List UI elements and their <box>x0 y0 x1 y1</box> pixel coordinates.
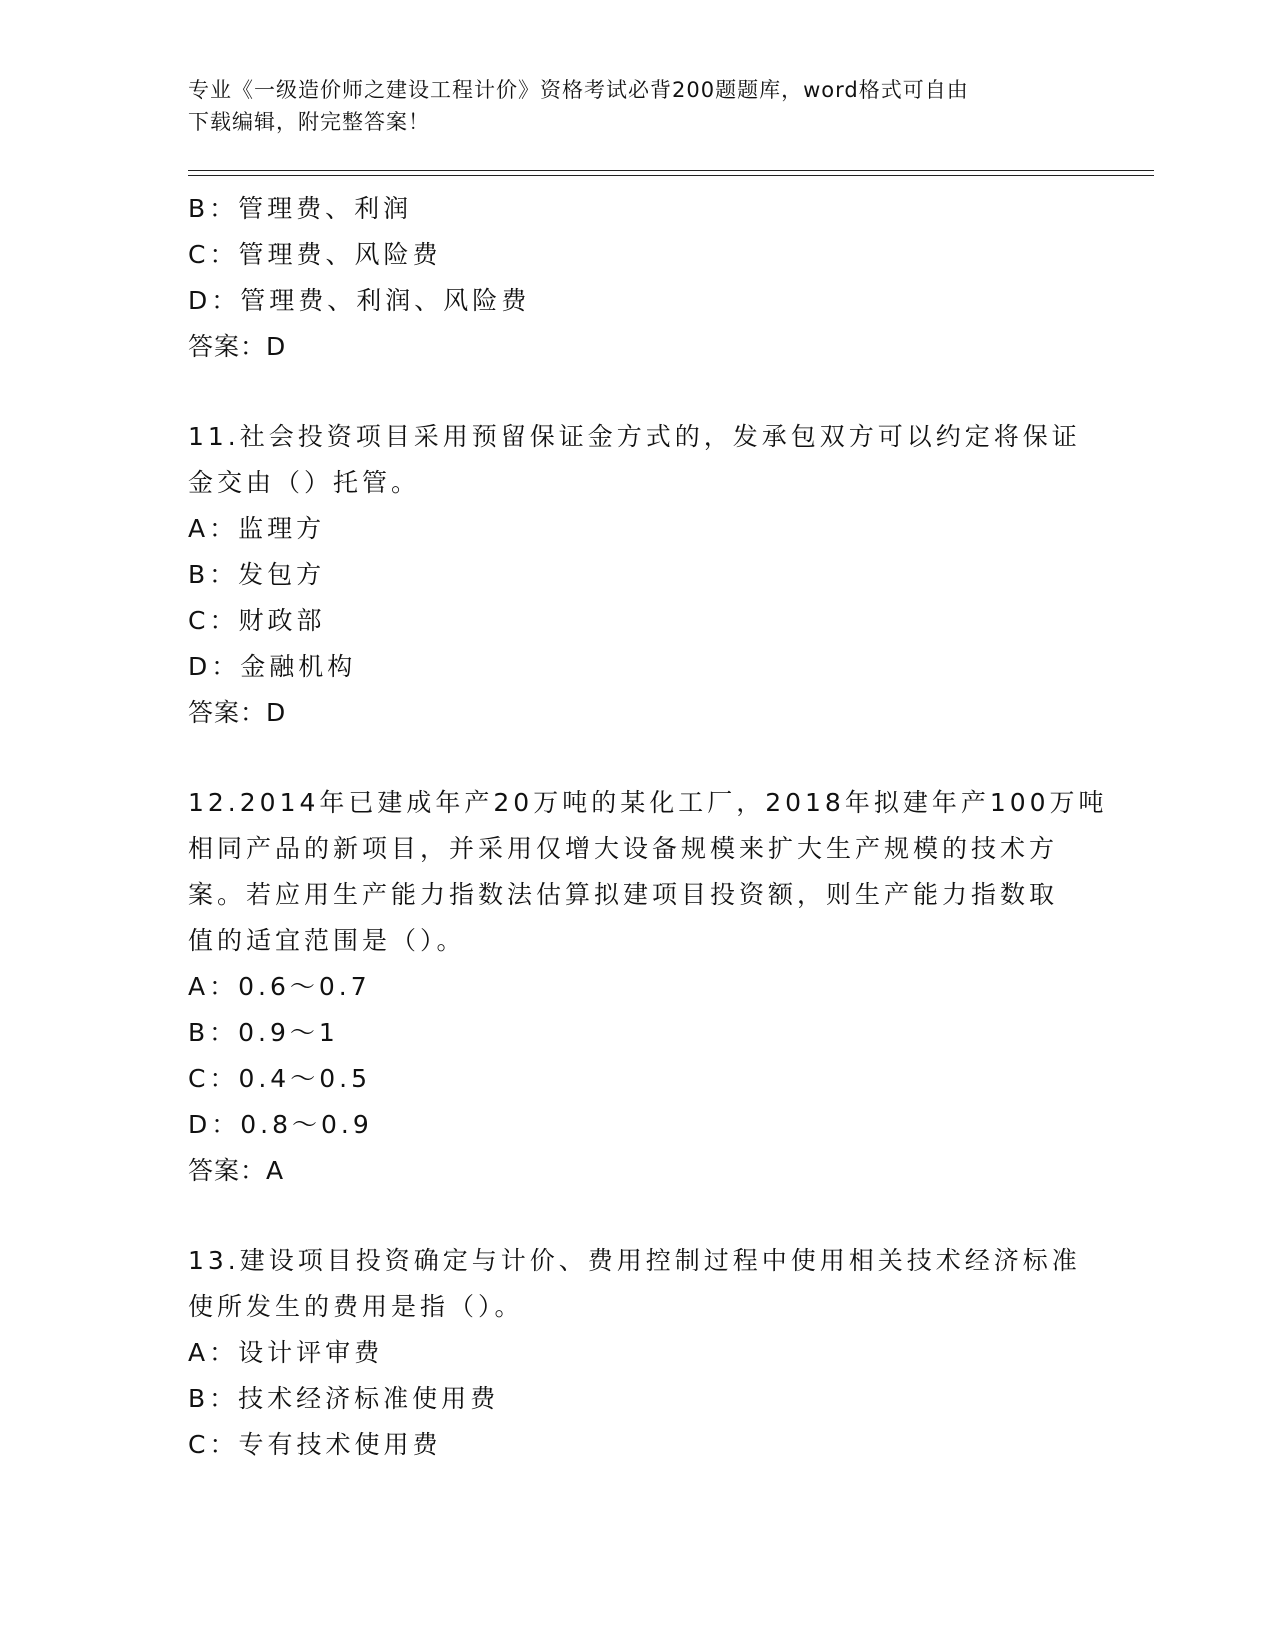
question-stem-line: 11.社会投资项目采用预留保证金方式的，发承包双方可以约定将保证 <box>188 422 1081 451</box>
question-12 <box>188 780 1108 1194</box>
answer-value: D <box>266 332 286 361</box>
option-b: B：0.9～1 <box>188 1018 339 1047</box>
option-c: C：财政部 <box>188 606 326 635</box>
option-a: A：0.6～0.7 <box>188 972 371 1001</box>
option-b: B：发包方 <box>188 560 326 589</box>
header-rule-bottom <box>188 175 1154 176</box>
answer-value: A <box>266 1156 284 1185</box>
option-c: C：专有技术使用费 <box>188 1430 442 1459</box>
spacer <box>188 736 1088 780</box>
question-11 <box>188 414 1088 736</box>
answer-label: 答案： <box>188 698 267 727</box>
option-d: D：0.8～0.9 <box>188 1110 373 1139</box>
answer-line <box>188 1148 1088 1194</box>
option-c: C：管理费、风险费 <box>188 240 442 269</box>
option-a: A：监理方 <box>188 514 326 543</box>
option-a: A：设计评审费 <box>188 1338 384 1367</box>
header-line-2: 下载编辑，附完整答案！ <box>188 110 430 134</box>
option-b: B：管理费、利润 <box>188 194 413 223</box>
answer-label: 答案： <box>188 1156 267 1185</box>
answer-label: 答案： <box>188 332 267 361</box>
question-stem-line: 12.2014年已建成年产20万吨的某化工厂，2018年拟建年产100万吨 <box>188 788 1108 817</box>
option-d: D：金融机构 <box>188 652 357 681</box>
answer-line <box>188 324 1088 370</box>
option-c: C：0.4～0.5 <box>188 1064 371 1093</box>
spacer <box>188 370 1088 414</box>
question-stem-line: 案。若应用生产能力指数法估算拟建项目投资额，则生产能力指数取 <box>188 880 1059 909</box>
answer-value: D <box>266 698 286 727</box>
header-line-1: 专业《一级造价师之建设工程计价》资格考试必背200题题库，word格式可自由 <box>188 78 969 102</box>
option-b: B：技术经济标准使用费 <box>188 1384 500 1413</box>
question-content <box>188 186 1108 1468</box>
header-rule-top <box>188 170 1154 171</box>
answer-line <box>188 690 1088 736</box>
question-stem-line: 13.建设项目投资确定与计价、费用控制过程中使用相关技术经济标准 <box>188 1246 1081 1275</box>
document-header <box>188 74 1088 138</box>
question-stem-line: 金交由（）托管。 <box>188 468 421 497</box>
question-stem-line: 值的适宜范围是（）。 <box>188 926 466 955</box>
question-10-tail <box>188 186 1088 370</box>
question-stem-line: 使所发生的费用是指（）。 <box>188 1292 524 1321</box>
option-d: D：管理费、利润、风险费 <box>188 286 531 315</box>
question-13 <box>188 1238 1088 1468</box>
question-stem-line: 相同产品的新项目，并采用仅增大设备规模来扩大生产规模的技术方 <box>188 834 1059 863</box>
spacer <box>188 1194 1088 1238</box>
